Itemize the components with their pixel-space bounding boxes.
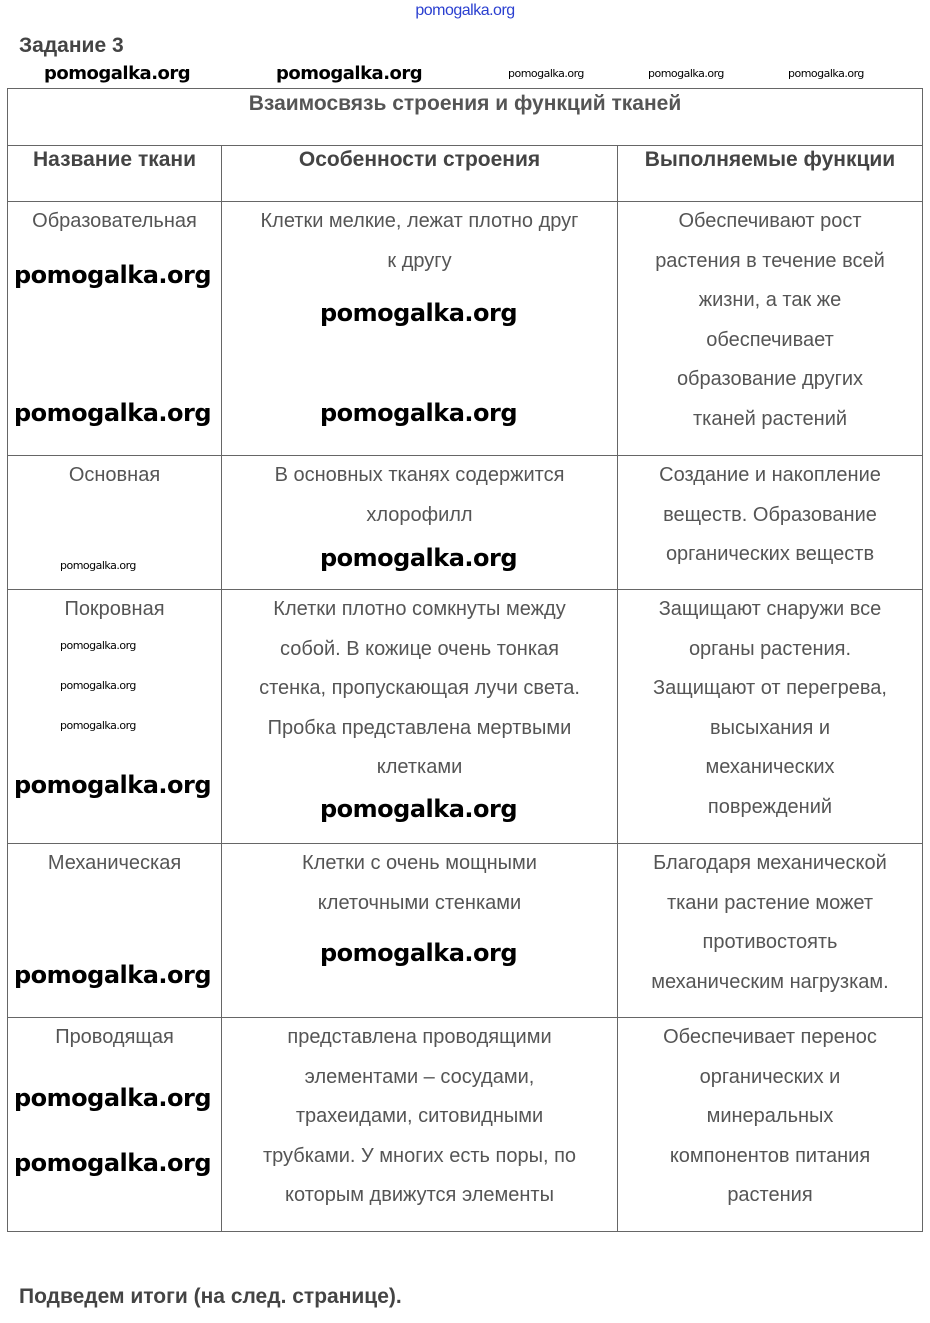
tissue-structure: представлена проводящими элементами – сосудами, трахеидами, ситовидными трубками. У многих есть поры, по которым движутся элементы (222, 1018, 618, 1232)
tissue-structure: Клетки мелкие, лежат плотно друг к другу (222, 202, 618, 456)
task-title: Задание 3 (19, 34, 124, 57)
tissue-functions: Обеспечивают рост растения в течение всей жизни, а так же обеспечивает образование других тканей растений (618, 202, 923, 456)
tissue-functions: Создание и накопление веществ. Образование органических веществ (618, 456, 923, 590)
watermark: pomogalka.org (320, 399, 518, 427)
tissue-name: Механическая (8, 844, 222, 1018)
table-title: Взаимосвязь строения и функций тканей (8, 89, 923, 146)
watermark: pomogalka.org (320, 939, 518, 967)
header-structure: Особенности строения (222, 146, 618, 202)
watermark: pomogalka.org (320, 795, 518, 823)
watermark: pomogalka.org (14, 961, 212, 989)
tissue-functions: Защищают снаружи все органы растения. Защищают от перегрева, высыхания и механических повреждений (618, 590, 923, 844)
tissue-structure: Клетки плотно сомкнуты между собой. В кожице очень тонкая стенка, пропускающая лучи света. Пробка представлена мертвыми клетками (222, 590, 618, 844)
watermark: pomogalka.org (60, 639, 136, 652)
watermark: pomogalka.org (320, 299, 518, 327)
table-row (8, 844, 923, 1018)
tissue-structure: Клетки с очень мощными клеточными стенками (222, 844, 618, 1018)
footer-note: Подведем итоги (на след. странице). (19, 1285, 402, 1308)
watermark: pomogalka.org (320, 544, 518, 572)
watermark: pomogalka.org (14, 261, 212, 289)
watermark: pomogalka.org (14, 399, 212, 427)
site-header-watermark: pomogalka.org (415, 2, 515, 19)
table-row (8, 1018, 923, 1232)
header-functions: Выполняемые функции (618, 146, 923, 202)
watermark: pomogalka.org (60, 559, 136, 572)
header-name: Название ткани (8, 146, 222, 202)
tissue-name: Образовательная (8, 202, 222, 456)
tissue-structure: В основных тканях содержится хлорофилл (222, 456, 618, 590)
header-row (8, 146, 923, 202)
watermark: pomogalka.org (508, 67, 584, 80)
watermark: pomogalka.org (14, 1149, 212, 1177)
watermark: pomogalka.org (648, 67, 724, 80)
watermark: pomogalka.org (14, 771, 212, 799)
tissue-name: Покровная (8, 590, 222, 844)
tissue-table (7, 88, 923, 1232)
watermark: pomogalka.org (788, 67, 864, 80)
tissue-name: Основная (8, 456, 222, 590)
watermark: pomogalka.org (14, 1084, 212, 1112)
tissue-name: Проводящая (8, 1018, 222, 1232)
watermark: pomogalka.org (60, 679, 136, 692)
watermark: pomogalka.org (44, 63, 191, 84)
tissue-functions: Обеспечивает перенос органических и минеральных компонентов питания растения (618, 1018, 923, 1232)
tissue-functions: Благодаря механической ткани растение может противостоять механическим нагрузкам. (618, 844, 923, 1018)
watermark: pomogalka.org (276, 63, 423, 84)
watermark: pomogalka.org (60, 719, 136, 732)
